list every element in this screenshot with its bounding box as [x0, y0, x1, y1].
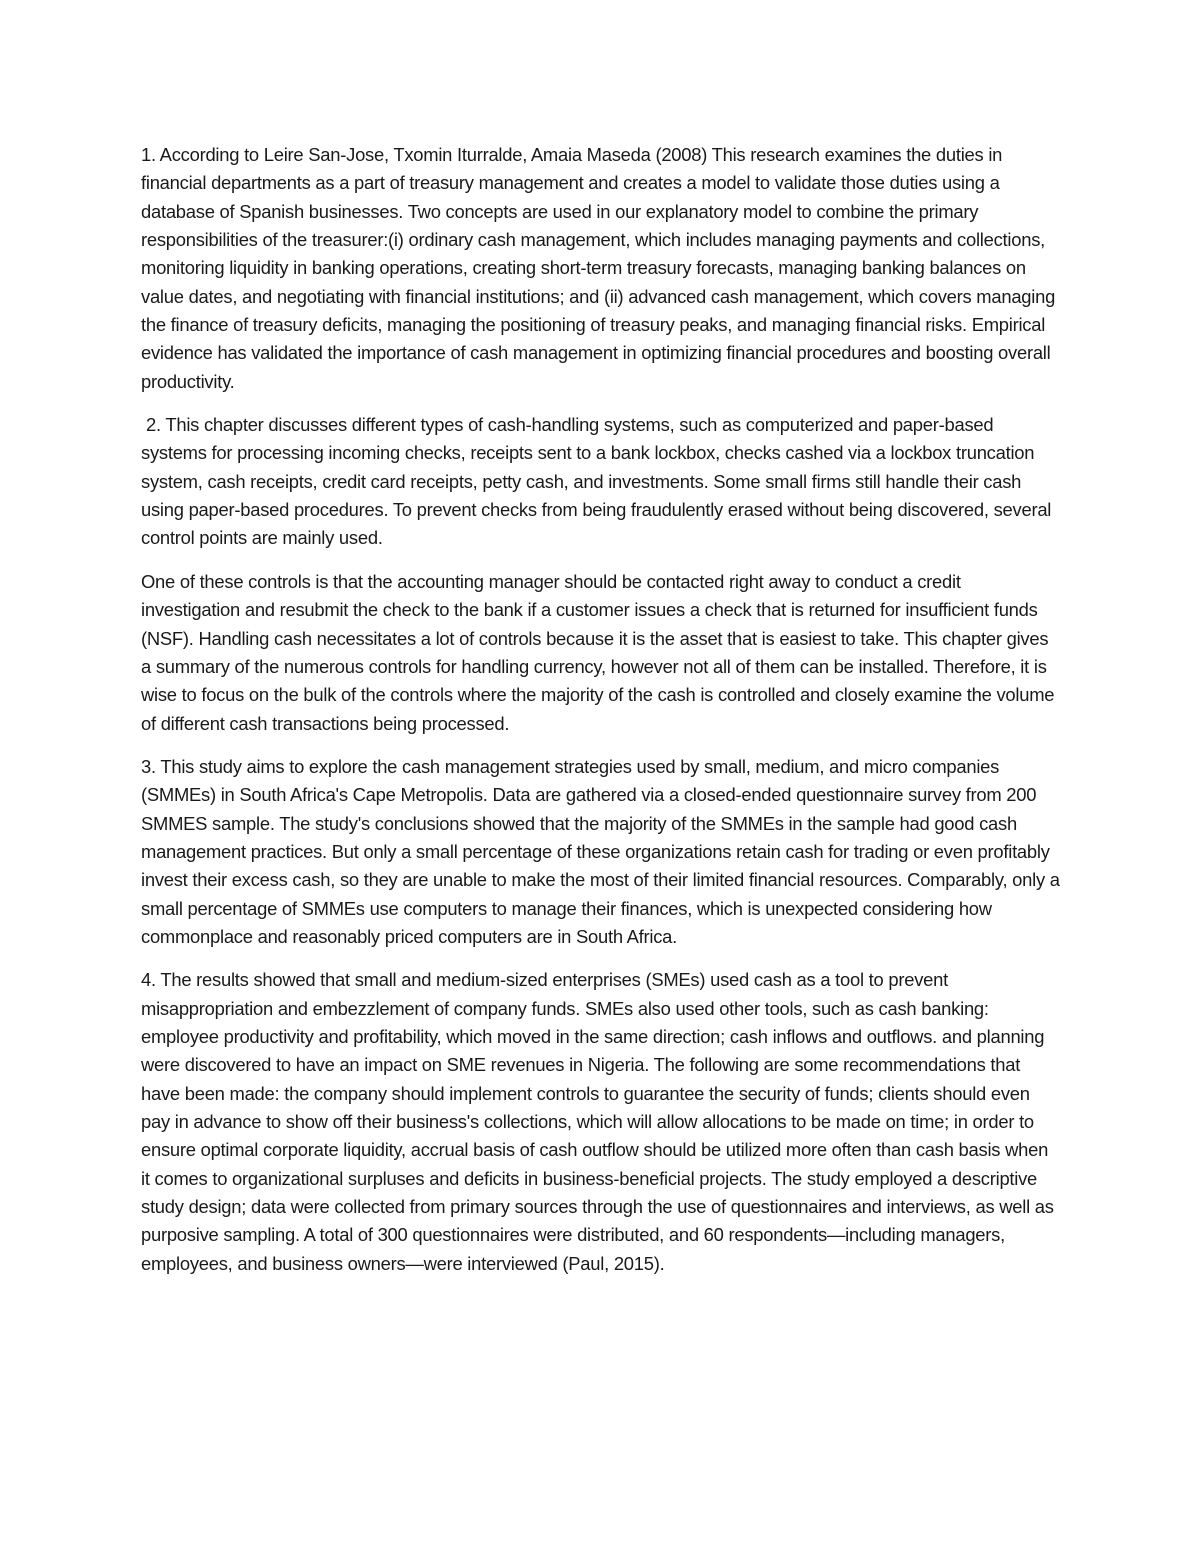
paragraph-3: One of these controls is that the accounting manager should be contacted right away to conduct a credit investigation and resubmit the check to the bank if a customer issues a check that is returned for insufficient funds (NSF). Handling cash necessitates a lot of controls because it is the asset that is easiest to take. This chapter gives a summary of the numerous controls for handling currency, however not all of them can be installed. Therefore, it is wise to focus on the bulk of the controls where the majority of the cash is controlled and closely examine the volume of different cash transactions being processed. — [141, 570, 1055, 734]
paragraph-1: 1. According to Leire San-Jose, Txomin Iturralde, Amaia Maseda (2008) This research examines the duties in financial departments as a part of treasury management and creates a model to validate those duties using a database of Spanish businesses. Two concepts are used in our explanatory model to combine the primary responsibilities of the treasurer:(i) ordinary cash management, which includes managing payments and collections, monitoring liquidity in banking operations, creating short-term treasury forecasts, managing banking balances on value dates, and negotiating with financial institutions; and (ii) advanced cash management, which covers managing the finance of treasury deficits, managing the positioning of treasury peaks, and managing financial risks. Empirical evidence has validated the importance of cash management in optimizing financial procedures and boosting overall productivity. — [141, 144, 1056, 392]
paragraph-4: 3. This study aims to explore the cash management strategies used by small, medium, and micro companies (SMMEs) in South Africa's Cape Metropolis. Data are gathered via a closed-ended questionnaire survey from 200 SMMES sample. The study's conclusions showed that the majority of the SMMEs in the sample had good cash management practices. But only a small percentage of these organizations retain cash for trading or even profitably invest their excess cash, so they are unable to make the most of their limited financial resources. Comparably, only a small percentage of SMMEs use computers to manage their finances, which is unexpected considering how commonplace and reasonably priced computers are in South Africa. — [141, 755, 1060, 947]
document-body — [141, 141, 1061, 1293]
paragraph-5: 4. The results showed that small and medium-sized enterprises (SMEs) used cash as a tool to prevent misappropriation and embezzlement of company funds. SMEs also used other tools, such as cash banking: employee productivity and profitability, which moved in the same direction; cash inflows and outflows. and planning were discovered to have an impact on SME revenues in Nigeria. The following are some recommendations that have been made: the company should implement controls to guarantee the security of funds; clients should even pay in advance to show off their business's collections, which will allow allocations to be made on time; in order to ensure optimal corporate liquidity, accrual basis of cash outflow should be utilized more often than cash basis when it comes to organizational surpluses and deficits in business-beneficial projects. The study employed a descriptive study design; data were collected from primary sources through the use of questionnaires and interviews, as well as purposive sampling. A total of 300 questionnaires were distributed, and 60 respondents—including managers, employees, and business owners—were interviewed (Paul, 2015). — [141, 969, 1054, 1274]
paragraph-2: 2. This chapter discusses different types of cash-handling systems, such as computerized and paper-based systems for processing incoming checks, receipts sent to a bank lockbox, checks cashed via a lockbox truncation system, cash receipts, credit card receipts, petty cash, and investments. Some small firms still handle their cash using paper-based procedures. To prevent checks from being fraudulently erased without being discovered, several control points are mainly used. — [141, 414, 1052, 549]
